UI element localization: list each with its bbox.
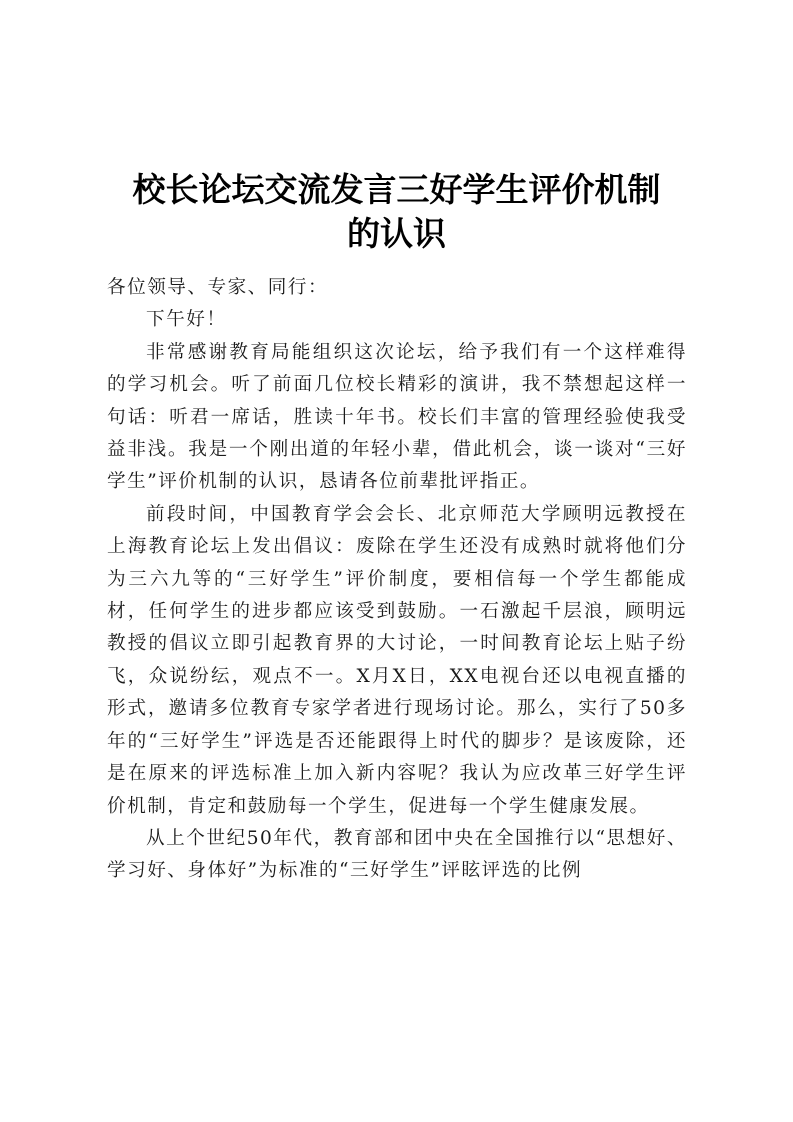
body-paragraph: 前段时间，中国教育学会会长、北京师范大学顾明远教授在上海教育论坛上发出倡议：废除在学生还没有成熟时就将他们分为三六九等的“三好学生”评价制度，要相信每一个学生都能成材，任何学生的进步都应该受到鼓励。一石激起千层浪，顾明远教授的倡议立即引起教育界的大讨论，一时间教育论坛上贴子纷飞，众说纷纭，观点不一。X月X日，XX电视台还以电视直播的形式，邀请多位教育专家学者进行现场讨论。那么，实行了50多年的“三好学生”评选是否还能跟得上时代的脚步？是该废除，还是在原来的评选标准上加入新内容呢？我认为应改革三好学生评价机制，肯定和鼓励每一个学生，促进每一个学生健康发展。	[107, 503, 687, 817]
body-paragraph: 非常感谢教育局能组织这次论坛，给予我们有一个这样难得的学习机会。听了前面几位校长精彩的演讲，我不禁想起这样一句话：听君一席话，胜读十年书。校长们丰富的管理经验使我受益非浅。我是一个刚出道的年轻小辈，借此机会，谈一谈对“三好学生”评价机制的认识，恳请各位前辈批评指正。	[107, 341, 687, 493]
greeting-paragraph: 下午好！	[146, 309, 227, 331]
title-line-1: 校长论坛交流发言三好学生评价机制	[132, 170, 661, 210]
salutation: 各位领导、专家、同行：	[107, 277, 329, 298]
document-title	[100, 168, 693, 256]
document-body	[107, 272, 687, 888]
title-line-2: 的认识	[347, 214, 446, 254]
body-paragraph: 从上个世纪50年代，教育部和团中央在全国推行以“思想好、学习好、身体好”为标准的“三好学生”评眩评选的比例	[107, 827, 687, 882]
